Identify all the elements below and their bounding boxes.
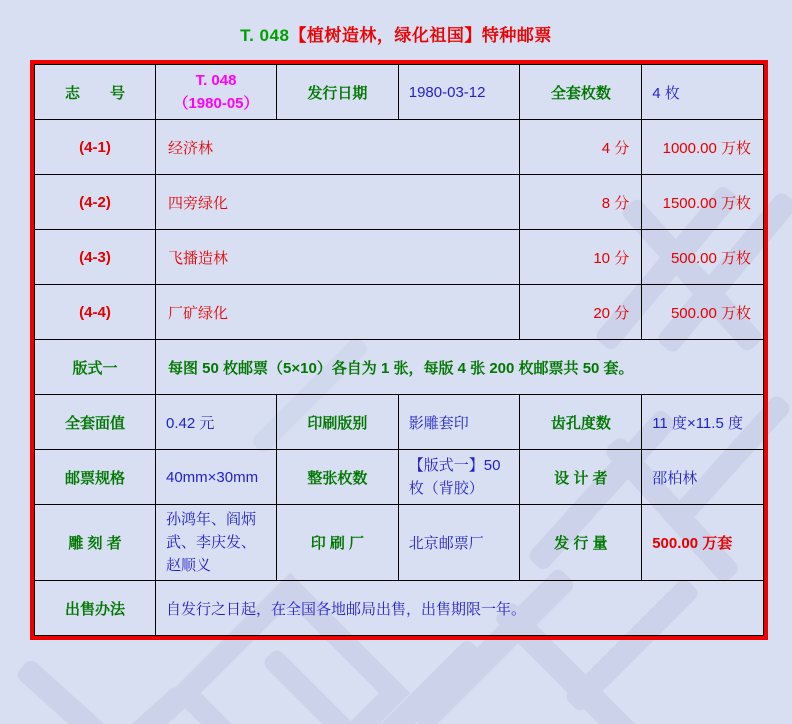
- stamp-name: 厂矿绿化: [156, 285, 520, 340]
- engravers: 孙鸿年、阎炳武、李庆发、赵顺义: [156, 505, 277, 581]
- format-description: 每图 50 枚邮票（5×10）各自为 1 张，每版 4 张 200 枚邮票共 50 套。: [156, 340, 764, 395]
- sheet-count: 【版式一】50 枚（背胶）: [398, 450, 520, 505]
- stamp-number: (4-2): [35, 175, 156, 230]
- stamp-number: (4-4): [35, 285, 156, 340]
- stamp-denomination: 20 分: [520, 285, 642, 340]
- label-issue-quantity: 发 行 量: [520, 505, 642, 581]
- table-row-stamp-4: [35, 285, 764, 340]
- table-row-stamp-2: [35, 175, 764, 230]
- stamp-denomination: 10 分: [520, 230, 642, 285]
- table-row-format: [35, 340, 764, 395]
- label-printing-method: 印刷版别: [277, 395, 399, 450]
- table-row-info-1: [35, 395, 764, 450]
- label-perforation: 齿孔度数: [520, 395, 642, 450]
- stamp-number: (4-3): [35, 230, 156, 285]
- table-row-stamp-3: [35, 230, 764, 285]
- stamp-number: (4-1): [35, 120, 156, 175]
- title-stamp-name: 【植树造林，绿化祖国】特种邮票: [289, 26, 552, 45]
- stamp-denomination: 8 分: [520, 175, 642, 230]
- page-title: [0, 21, 792, 46]
- stamp-info-table: [34, 64, 764, 636]
- catalog-number: T. 048: [195, 72, 237, 89]
- table-row-info-2: [35, 450, 764, 505]
- label-format: 版式一: [35, 340, 156, 395]
- stamp-quantity: 1000.00 万枚: [642, 120, 764, 175]
- face-value: 0.42 元: [156, 395, 277, 450]
- stamp-denomination: 4 分: [520, 120, 642, 175]
- watermark-stroke: [15, 658, 150, 724]
- perforation: 11 度×11.5 度: [642, 395, 764, 450]
- issue-date-value: 1980-03-12: [398, 65, 520, 120]
- stamp-info-table-border: [30, 60, 768, 640]
- label-face-value: 全套面值: [35, 395, 156, 450]
- stamp-name: 飞播造林: [156, 230, 520, 285]
- catalog-number-cell: [156, 65, 277, 120]
- label-designer: 设 计 者: [520, 450, 642, 505]
- issue-quantity: 500.00 万套: [642, 505, 764, 581]
- label-printer: 印 刷 厂: [277, 505, 399, 581]
- label-set-count: 全套枚数: [520, 65, 642, 120]
- stamp-name: 经济林: [156, 120, 520, 175]
- stamp-quantity: 500.00 万枚: [642, 285, 764, 340]
- label-engravers: 雕 刻 者: [35, 505, 156, 581]
- table-row-stamp-1: [35, 120, 764, 175]
- stamp-quantity: 1500.00 万枚: [642, 175, 764, 230]
- label-sheet-count: 整张枚数: [277, 450, 399, 505]
- label-sale-method: 出售办法: [35, 581, 156, 636]
- designer: 邵柏林: [642, 450, 764, 505]
- table-row-sale: [35, 581, 764, 636]
- title-catalog-code: T. 048: [240, 26, 290, 45]
- table-row-header: [35, 65, 764, 120]
- stamp-quantity: 500.00 万枚: [642, 230, 764, 285]
- table-row-info-3: [35, 505, 764, 581]
- label-issue-date: 发行日期: [277, 65, 399, 120]
- printer: 北京邮票厂: [398, 505, 520, 581]
- set-count-value: 4 枚: [642, 65, 764, 120]
- printing-method: 影雕套印: [398, 395, 520, 450]
- label-stamp-size: 邮票规格: [35, 450, 156, 505]
- stamp-size: 40mm×30mm: [156, 450, 277, 505]
- stamp-name: 四旁绿化: [156, 175, 520, 230]
- catalog-number-sub: （1980-05）: [173, 95, 259, 112]
- sale-method: 自发行之日起，在全国各地邮局出售，出售期限一年。: [156, 581, 764, 636]
- label-catalog-number: 志 号: [35, 65, 156, 120]
